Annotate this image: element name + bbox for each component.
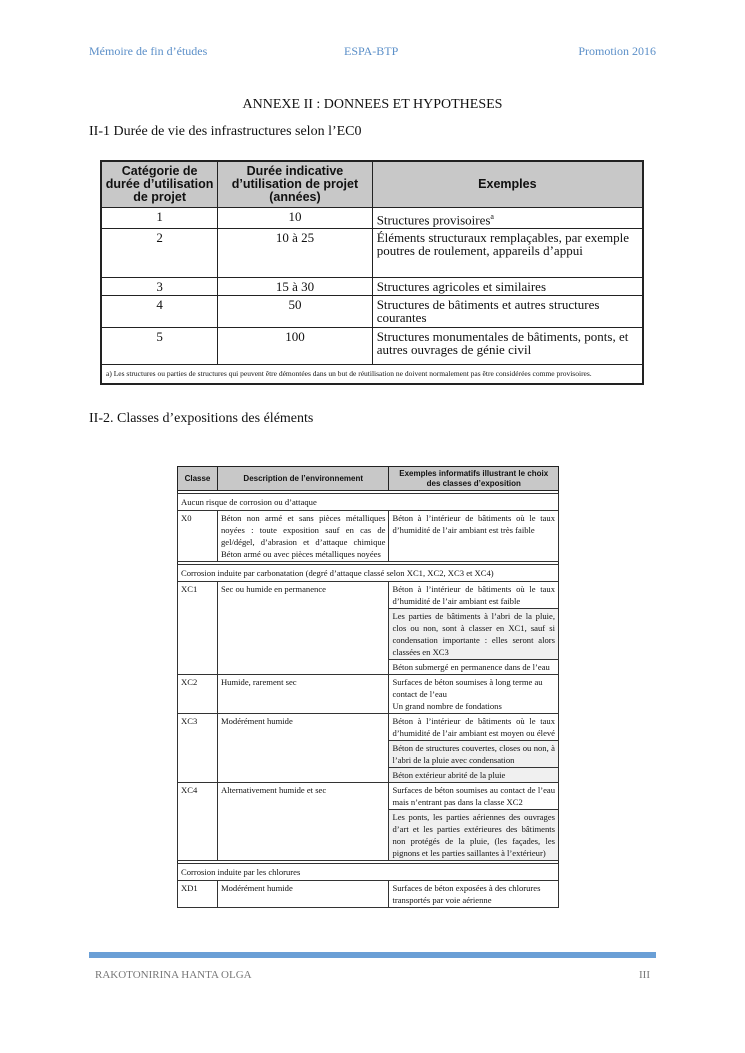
table-footnote: a) Les structures ou parties de structures qui peuvent être démontées dans un but de réutilisation ne doivent normalement pas être considérées comme provisoires. <box>101 365 643 385</box>
example-text: Un grand nombre de fondations <box>392 701 502 711</box>
class-cell: XD1 <box>178 881 218 908</box>
class-cell: XC3 <box>178 714 218 783</box>
table-row <box>101 229 643 278</box>
example-cell: Béton à l’intérieur de bâtiments où le taux d’humidité de l’air ambiant est moyen ou élevé <box>389 714 559 741</box>
header-promotion: Promotion 2016 <box>578 44 656 58</box>
table-header-row <box>178 467 559 491</box>
group-row <box>178 565 559 582</box>
category-cell: 3 <box>101 278 218 296</box>
table-row <box>101 296 643 328</box>
page-number: III <box>639 969 650 981</box>
footnote-marker: a <box>490 212 494 221</box>
table-row <box>101 328 643 365</box>
duration-cell: 100 <box>218 328 372 365</box>
footer-divider <box>89 952 656 958</box>
example-cell: Béton à l’intérieur de bâtiments où le taux d’humidité de l’air ambiant est faible <box>389 582 559 609</box>
example-text: Structures provisoires <box>376 212 491 228</box>
column-header: Description de l’environnement <box>217 467 389 491</box>
table-row <box>178 881 559 908</box>
description-cell: Alternativement humide et sec <box>217 783 389 861</box>
section-2-title: II-2. Classes d’expositions des éléments <box>89 411 314 426</box>
example-cell: Structures de bâtiments et autres structures courantes <box>372 296 643 328</box>
table-row <box>178 675 559 714</box>
header-school: ESPA-BTP <box>344 44 399 58</box>
category-cell: 1 <box>101 208 218 229</box>
class-cell: X0 <box>178 511 218 562</box>
example-text: Surfaces de béton soumises à long terme au contact de l’eau <box>392 677 543 699</box>
duration-cell: 10 <box>218 208 372 229</box>
duration-cell: 15 à 30 <box>218 278 372 296</box>
example-cell: Éléments structuraux remplaçables, par exemple poutres de roulement, appareils d’appui <box>372 229 643 278</box>
category-cell: 4 <box>101 296 218 328</box>
example-cell: Les parties de bâtiments à l’abri de la pluie, clos ou non, sont à classer en XC1, sauf si condensation importante : elles seront alors classées en XC3 <box>389 609 559 660</box>
example-cell: Béton extérieur abrité de la pluie <box>389 768 559 783</box>
column-header: Classe <box>178 467 218 491</box>
example-cell: Béton submergé en permanence dans de l’eau <box>389 660 559 675</box>
description-cell: Modérément humide <box>217 881 389 908</box>
column-header: Catégorie de durée d’utilisation de projet <box>101 161 218 208</box>
category-cell: 5 <box>101 328 218 365</box>
example-cell: Surfaces de béton soumises au contact de l’eau mais n’entrant pas dans la classe XC2 <box>389 783 559 810</box>
group-row <box>178 864 559 881</box>
group-label: Aucun risque de corrosion ou d’attaque <box>178 494 559 511</box>
table-row <box>101 208 643 229</box>
column-header: Exemples informatifs illustrant le choix des classes d’exposition <box>389 467 559 491</box>
group-label: Corrosion induite par les chlorures <box>178 864 559 881</box>
annex-title: ANNEXE II : DONNEES ET HYPOTHESES <box>242 97 503 112</box>
example-cell <box>372 208 643 229</box>
table-row <box>101 278 643 296</box>
section-1-title: II-1 Durée de vie des infrastructures selon l’EC0 <box>89 124 362 139</box>
exposure-classes-table <box>177 466 559 908</box>
description-cell: Humide, rarement sec <box>217 675 389 714</box>
example-cell: Les ponts, les parties aériennes des ouvrages d’art et les parties extérieures des bâtiments non protégés de la pluie, (les façades, les pignons et les parties saillantes à l’extérieur) <box>389 810 559 861</box>
header-thesis-title: Mémoire de fin d’études <box>89 44 208 58</box>
table-row <box>178 511 559 562</box>
table-header-row <box>101 161 643 208</box>
example-cell: Structures agricoles et similaires <box>372 278 643 296</box>
example-cell <box>389 675 559 714</box>
example-cell: Béton à l’intérieur de bâtiments où le taux d’humidité de l’air ambiant est très faible <box>389 511 559 562</box>
description-cell: Sec ou humide en permanence <box>217 582 389 675</box>
column-header: Exemples <box>372 161 643 208</box>
table-note-row <box>101 365 643 385</box>
category-cell: 2 <box>101 229 218 278</box>
group-label: Corrosion induite par carbonatation (degré d’attaque classé selon XC1, XC2, XC3 et XC4) <box>178 565 559 582</box>
class-cell: XC2 <box>178 675 218 714</box>
description-cell: Béton non armé et sans pièces métalliques noyées : toute exposition sauf en cas de gel/dégel, d’abrasion et d’attaque chimique Béton armé ou avec pièces métalliques noyées <box>217 511 389 562</box>
service-life-table <box>100 160 644 385</box>
duration-cell: 10 à 25 <box>218 229 372 278</box>
column-header: Durée indicative d’utilisation de projet (années) <box>218 161 372 208</box>
description-cell: Modérément humide <box>217 714 389 783</box>
table-row <box>178 783 559 810</box>
table-row <box>178 714 559 741</box>
duration-cell: 50 <box>218 296 372 328</box>
footer-author: RAKOTONIRINA HANTA OLGA <box>95 969 252 981</box>
class-cell: XC1 <box>178 582 218 675</box>
class-cell: XC4 <box>178 783 218 861</box>
group-row <box>178 494 559 511</box>
table-row <box>178 582 559 609</box>
example-cell: Béton de structures couvertes, closes ou non, à l’abri de la pluie avec condensation <box>389 741 559 768</box>
example-cell: Surfaces de béton exposées à des chlorures transportés par voie aérienne <box>389 881 559 908</box>
example-cell: Structures monumentales de bâtiments, ponts, et autres ouvrages de génie civil <box>372 328 643 365</box>
